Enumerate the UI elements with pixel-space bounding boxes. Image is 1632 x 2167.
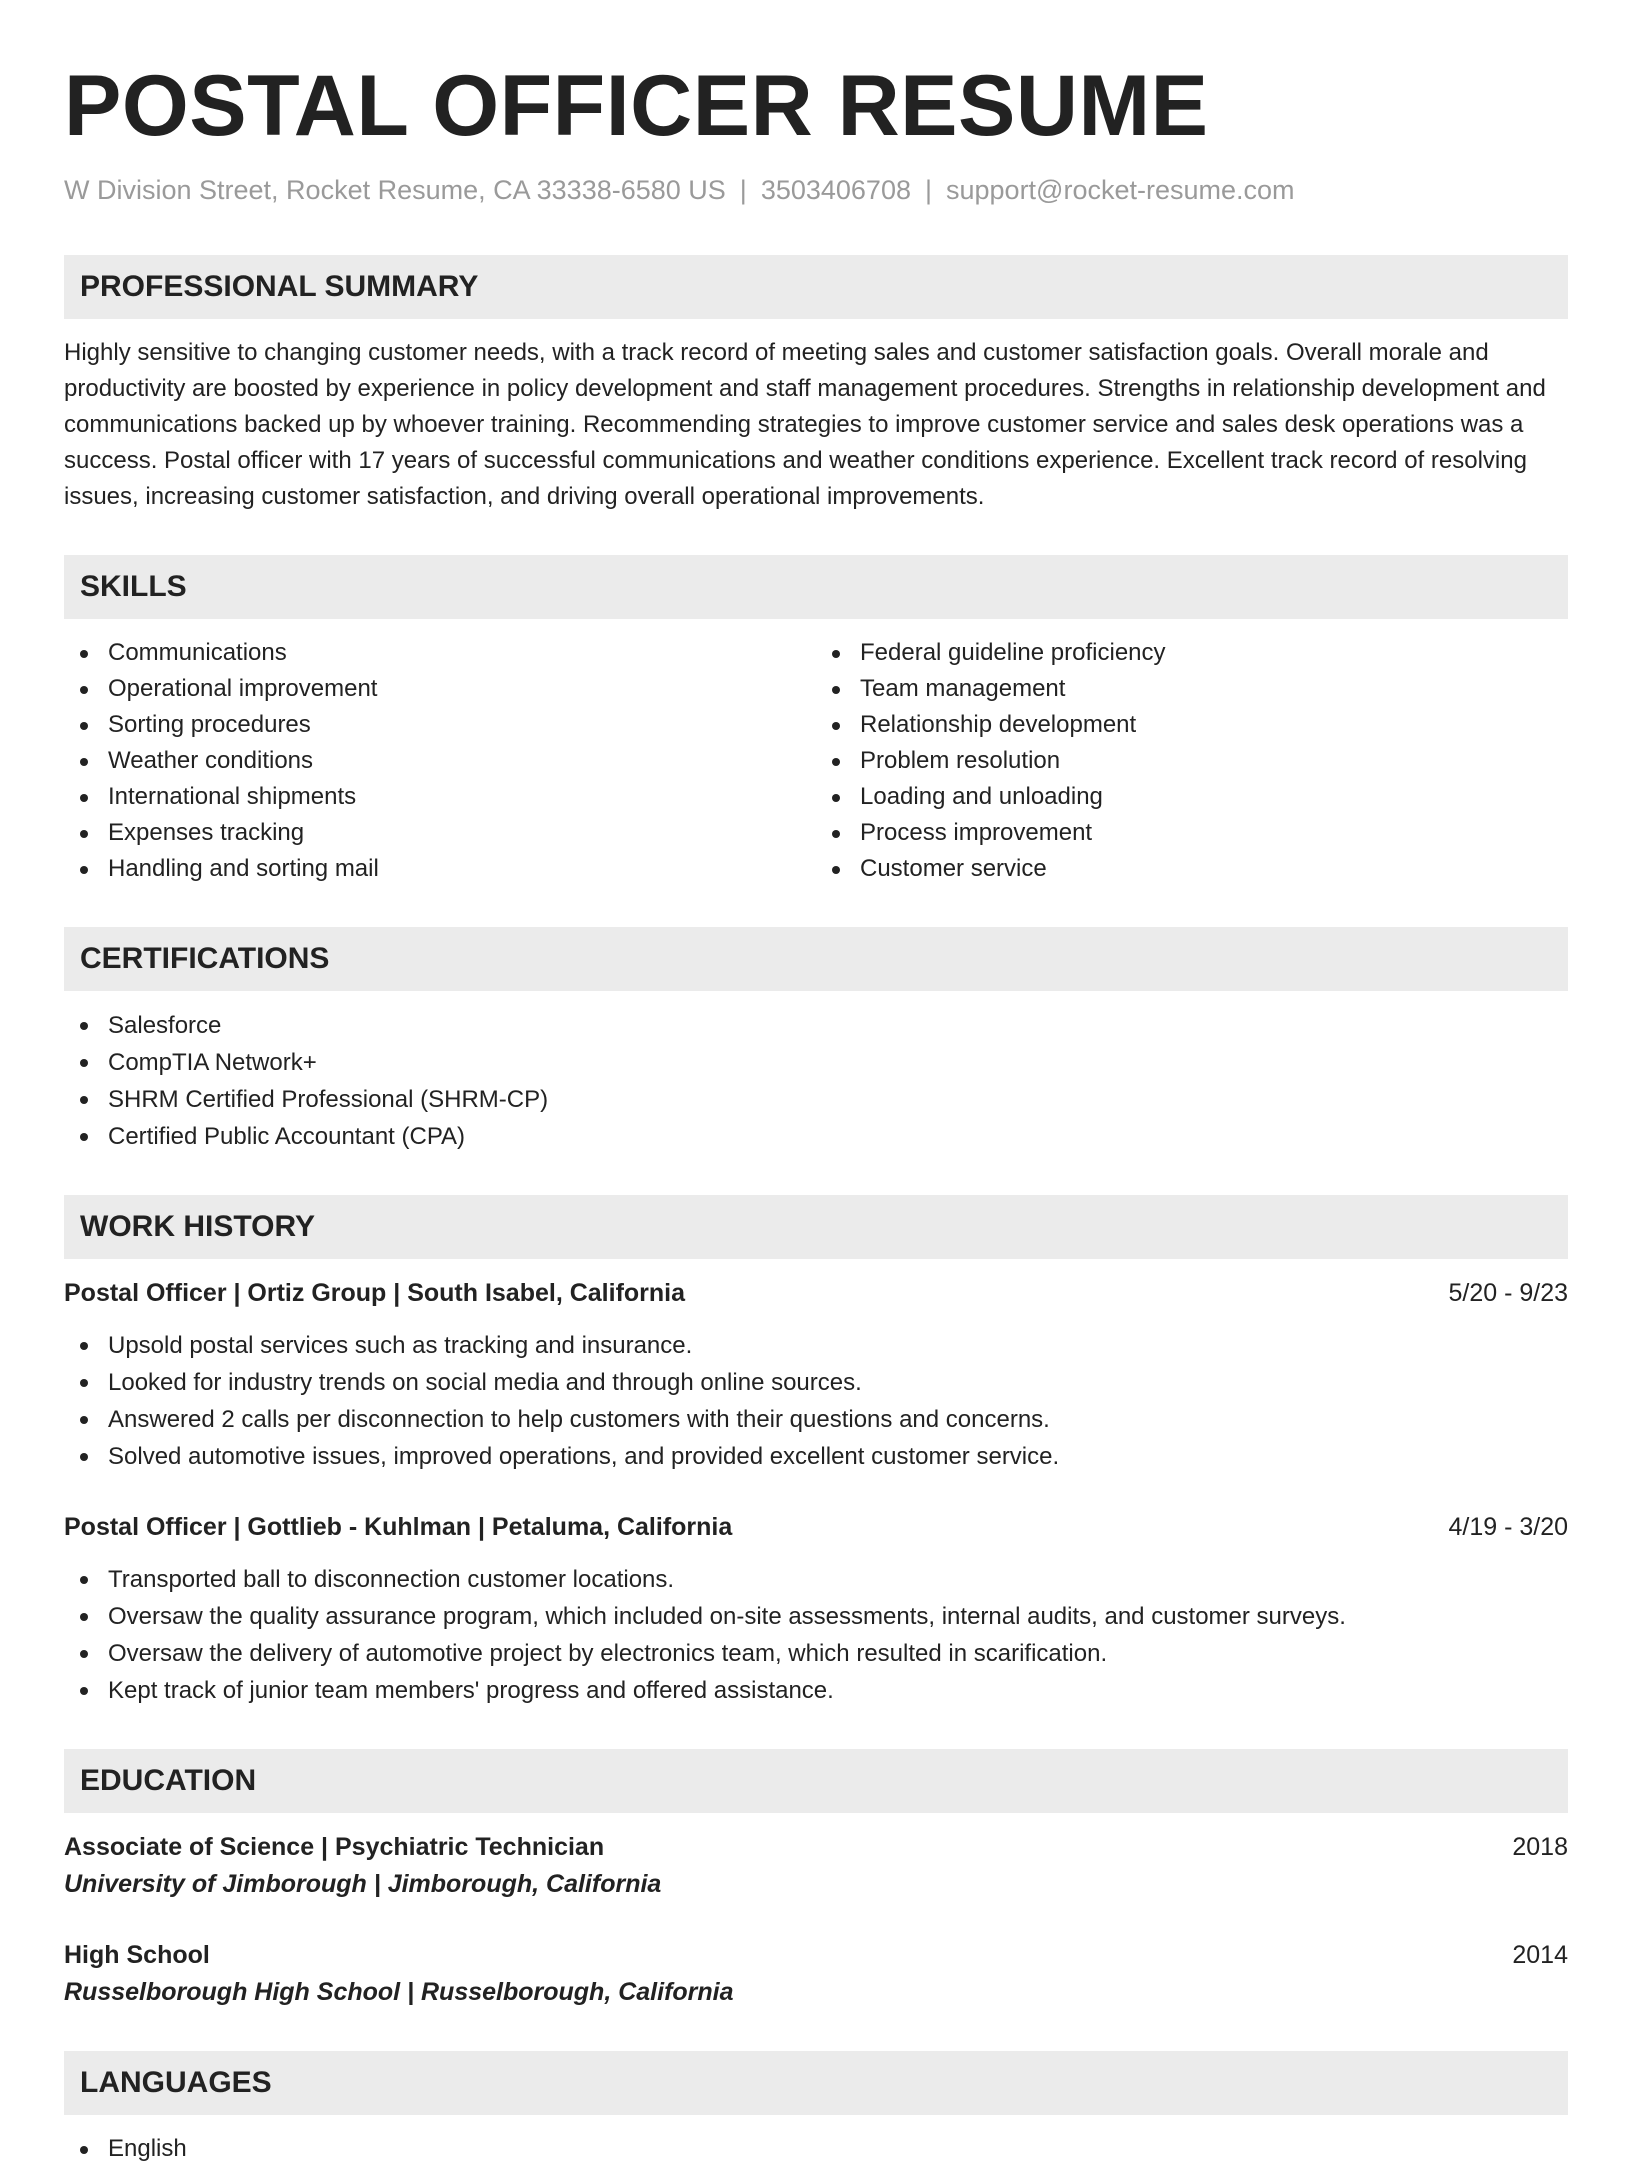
skills-column-left (64, 635, 816, 887)
section-header-summary: PROFESSIONAL SUMMARY (64, 255, 1568, 319)
education-entry (64, 1829, 1568, 1903)
section-header-work-history: WORK HISTORY (64, 1195, 1568, 1259)
language-item: English (64, 2131, 1568, 2167)
education-entry (64, 1937, 1568, 2011)
skill-item: Relationship development (816, 707, 1568, 743)
contact-address: W Division Street, Rocket Resume, CA 33338-6580 US (64, 175, 726, 205)
job-entry (64, 1275, 1568, 1475)
education-header (64, 1829, 1568, 1865)
skill-item: Loading and unloading (816, 779, 1568, 815)
job-bullets (64, 1327, 1568, 1475)
skill-item: Weather conditions (64, 743, 816, 779)
skill-item: Operational improvement (64, 671, 816, 707)
job-bullet: Oversaw the quality assurance program, which included on-site assessments, internal audits, and customer surveys. (64, 1598, 1568, 1635)
job-header (64, 1509, 1568, 1545)
education-header (64, 1937, 1568, 1973)
summary-text: Highly sensitive to changing customer needs, with a track record of meeting sales and customer satisfaction goals. Overall morale and productivity are boosted by experience in policy development and staff management procedures. Strengths in relationship development and communications backed up by whoever training. Recommending strategies to improve customer service and sales desk operations was a success. Postal officer with 17 years of successful communications and weather conditions experience. Excellent track record of resolving issues, increasing customer satisfaction, and driving overall operational improvements. (64, 339, 1546, 510)
education-year: 2014 (1512, 1941, 1568, 1969)
skills-list (64, 635, 1568, 887)
education-degree: Associate of Science | Psychiatric Technician (64, 1833, 605, 1861)
job-entry (64, 1509, 1568, 1709)
contact-separator: | (924, 175, 932, 205)
skill-item: Customer service (816, 851, 1568, 887)
certification-item: SHRM Certified Professional (SHRM-CP) (64, 1081, 1568, 1118)
skill-item: Federal guideline proficiency (816, 635, 1568, 671)
skill-item: Expenses tracking (64, 815, 816, 851)
resume-title: POSTAL OFFICER RESUME (64, 58, 1209, 154)
education-degree: High School (64, 1941, 210, 1969)
job-bullets (64, 1561, 1568, 1709)
certification-item: CompTIA Network+ (64, 1044, 1568, 1081)
job-bullet: Looked for industry trends on social media and through online sources. (64, 1364, 1568, 1401)
job-dates: 4/19 - 3/20 (1448, 1513, 1568, 1541)
job-dates: 5/20 - 9/23 (1448, 1279, 1568, 1307)
job-bullet: Upsold postal services such as tracking and insurance. (64, 1327, 1568, 1364)
skill-item: International shipments (64, 779, 816, 815)
education-year: 2018 (1512, 1833, 1568, 1861)
job-bullet: Answered 2 calls per disconnection to help customers with their questions and concerns. (64, 1401, 1568, 1438)
certification-item: Salesforce (64, 1007, 1568, 1044)
contact-line (64, 170, 1568, 210)
job-header (64, 1275, 1568, 1311)
contact-phone: 3503406708 (760, 175, 911, 205)
languages-list (64, 2131, 1568, 2167)
skill-item: Team management (816, 671, 1568, 707)
job-title: Postal Officer | Ortiz Group | South Isabel, California (64, 1279, 686, 1307)
skill-item: Handling and sorting mail (64, 851, 816, 887)
job-bullet: Oversaw the delivery of automotive project by electronics team, which resulted in scarification. (64, 1635, 1568, 1672)
skill-item: Process improvement (816, 815, 1568, 851)
job-bullet: Transported ball to disconnection customer locations. (64, 1561, 1568, 1598)
education-school: University of Jimborough | Jimborough, California (64, 1870, 662, 1898)
section-header-education: EDUCATION (64, 1749, 1568, 1813)
job-bullet: Solved automotive issues, improved operations, and provided excellent customer service. (64, 1438, 1568, 1475)
job-title: Postal Officer | Gottlieb - Kuhlman | Petaluma, California (64, 1513, 733, 1541)
section-header-skills: SKILLS (64, 555, 1568, 619)
section-header-certifications: CERTIFICATIONS (64, 927, 1568, 991)
contact-separator: | (739, 175, 747, 205)
skill-item: Problem resolution (816, 743, 1568, 779)
skill-item: Sorting procedures (64, 707, 816, 743)
certifications-list (64, 1007, 1568, 1155)
job-bullet: Kept track of junior team members' progress and offered assistance. (64, 1672, 1568, 1709)
certification-item: Certified Public Accountant (CPA) (64, 1118, 1568, 1155)
section-header-languages: LANGUAGES (64, 2051, 1568, 2115)
education-school: Russelborough High School | Russelborough, California (64, 1978, 734, 2006)
contact-email: support@rocket-resume.com (946, 175, 1295, 205)
skill-item: Communications (64, 635, 816, 671)
skills-column-right (816, 635, 1568, 887)
